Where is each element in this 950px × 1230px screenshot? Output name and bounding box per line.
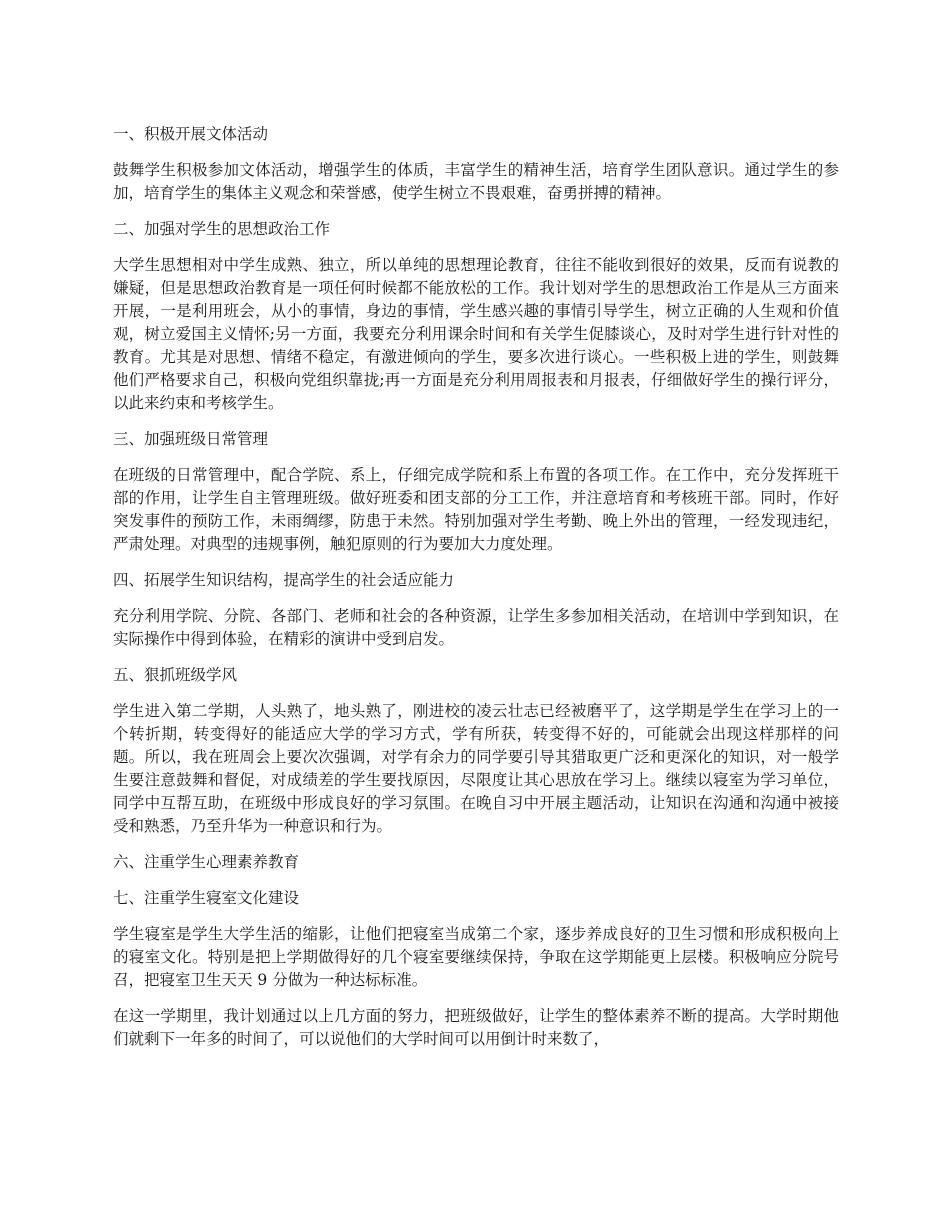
section-paragraph: 鼓舞学生积极参加文体活动，增强学生的体质，丰富学生的精神生活，培育学生团队意识。通过学生的参加，培育学生的集体主义观念和荣誉感，使学生树立不畏艰难，奋勇拼搏的精神。 [113,161,839,202]
section-paragraph: 学生寝室是学生大学生活的缩影，让他们把寝室当成第二个家，逐步养成良好的卫生习惯和形成积极向上的寝室文化。特别是把上学期做得好的几个寝室要继续保持，争取在这学期能更上层楼。积极响应分院号召，把寝室卫生天天 9 分做为一种达标标准。 [113,925,839,989]
section-paragraph: 充分利用学院、分院、各部门、老师和社会的各种资源，让学生多参加相关活动，在培训中学到知识，在实际操作中得到体验，在精彩的演讲中受到启发。 [113,607,839,648]
section-paragraph: 学生进入第二学期，人头熟了，地头熟了，刚进校的凌云壮志已经被磨平了，这学期是学生在学习上的一个转折期，转变得好的能适应大学的学习方式，学有所获，转变得不好的，可能就会出现这样那样的问题。所以，我在班周会上要次次强调，对学有余力的同学要引导其猎取更广泛和更深化的知识，对一般学生要注意鼓舞和督促，对成绩差的学生要找原因，尽限度让其心思放在学习上。继续以寝室为学习单位，同学中互帮互助，在班级中形成良好的学习氛围。在晚自习中开展主题活动，让知识在沟通和沟通中被接受和熟悉，乃至升华为一种意识和行为。 [113,702,839,835]
section-heading: 一、积极开展文体活动 [113,125,269,143]
section-heading: 二、加强对学生的思想政治工作 [113,220,331,238]
section-heading: 七、注重学生寝室文化建设 [113,889,300,907]
document-body [113,123,839,1064]
section-heading: 四、拓展学生知识结构，提高学生的社会适应能力 [113,571,455,589]
closing-paragraph: 在这一学期里，我计划通过以上几方面的努力，把班级做好，让学生的整体素养不断的提高。大学时期他们就剩下一年多的时间了，可以说他们的大学时间可以用倒计时来数了， [113,1007,839,1048]
section-heading: 六、注重学生心理素养教育 [113,853,300,871]
section-paragraph: 在班级的日常管理中，配合学院、系上，仔细完成学院和系上布置的各项工作。在工作中，充分发挥班干部的作用，让学生自主管理班级。做好班委和团支部的分工工作，并注意培育和考核班干部。同时，作好突发事件的预防工作，未雨绸缪，防患于未然。特别加强对学生考勤、晚上外出的管理，一经发现违纪，严肃处理。对典型的违规事例，触犯原则的行为要加大力度处理。 [113,466,839,553]
section-paragraph: 大学生思想相对中学生成熟、独立，所以单纯的思想理论教育，往往不能收到很好的效果，反而有说教的嫌疑，但是思想政治教育是一项任何时候都不能放松的工作。我计划对学生的思想政治工作是从三方面来开展，一是利用班会，从小的事情，身边的事情，学生感兴趣的事情引导学生，树立正确的人生观和价值观，树立爱国主义情怀;另一方面，我要充分利用课余时间和有关学生促膝谈心，及时对学生进行针对性的教育。尤其是对思想、情绪不稳定，有激进倾向的学生，要多次进行谈心。一些积极上进的学生，则鼓舞他们严格要求自己，积极向党组织靠拢;再一方面是充分利用周报表和月报表，仔细做好学生的操行评分，以此来约束和考核学生。 [113,256,839,412]
section-heading: 五、狠抓班级学风 [113,666,238,684]
section-heading: 三、加强班级日常管理 [113,430,269,448]
